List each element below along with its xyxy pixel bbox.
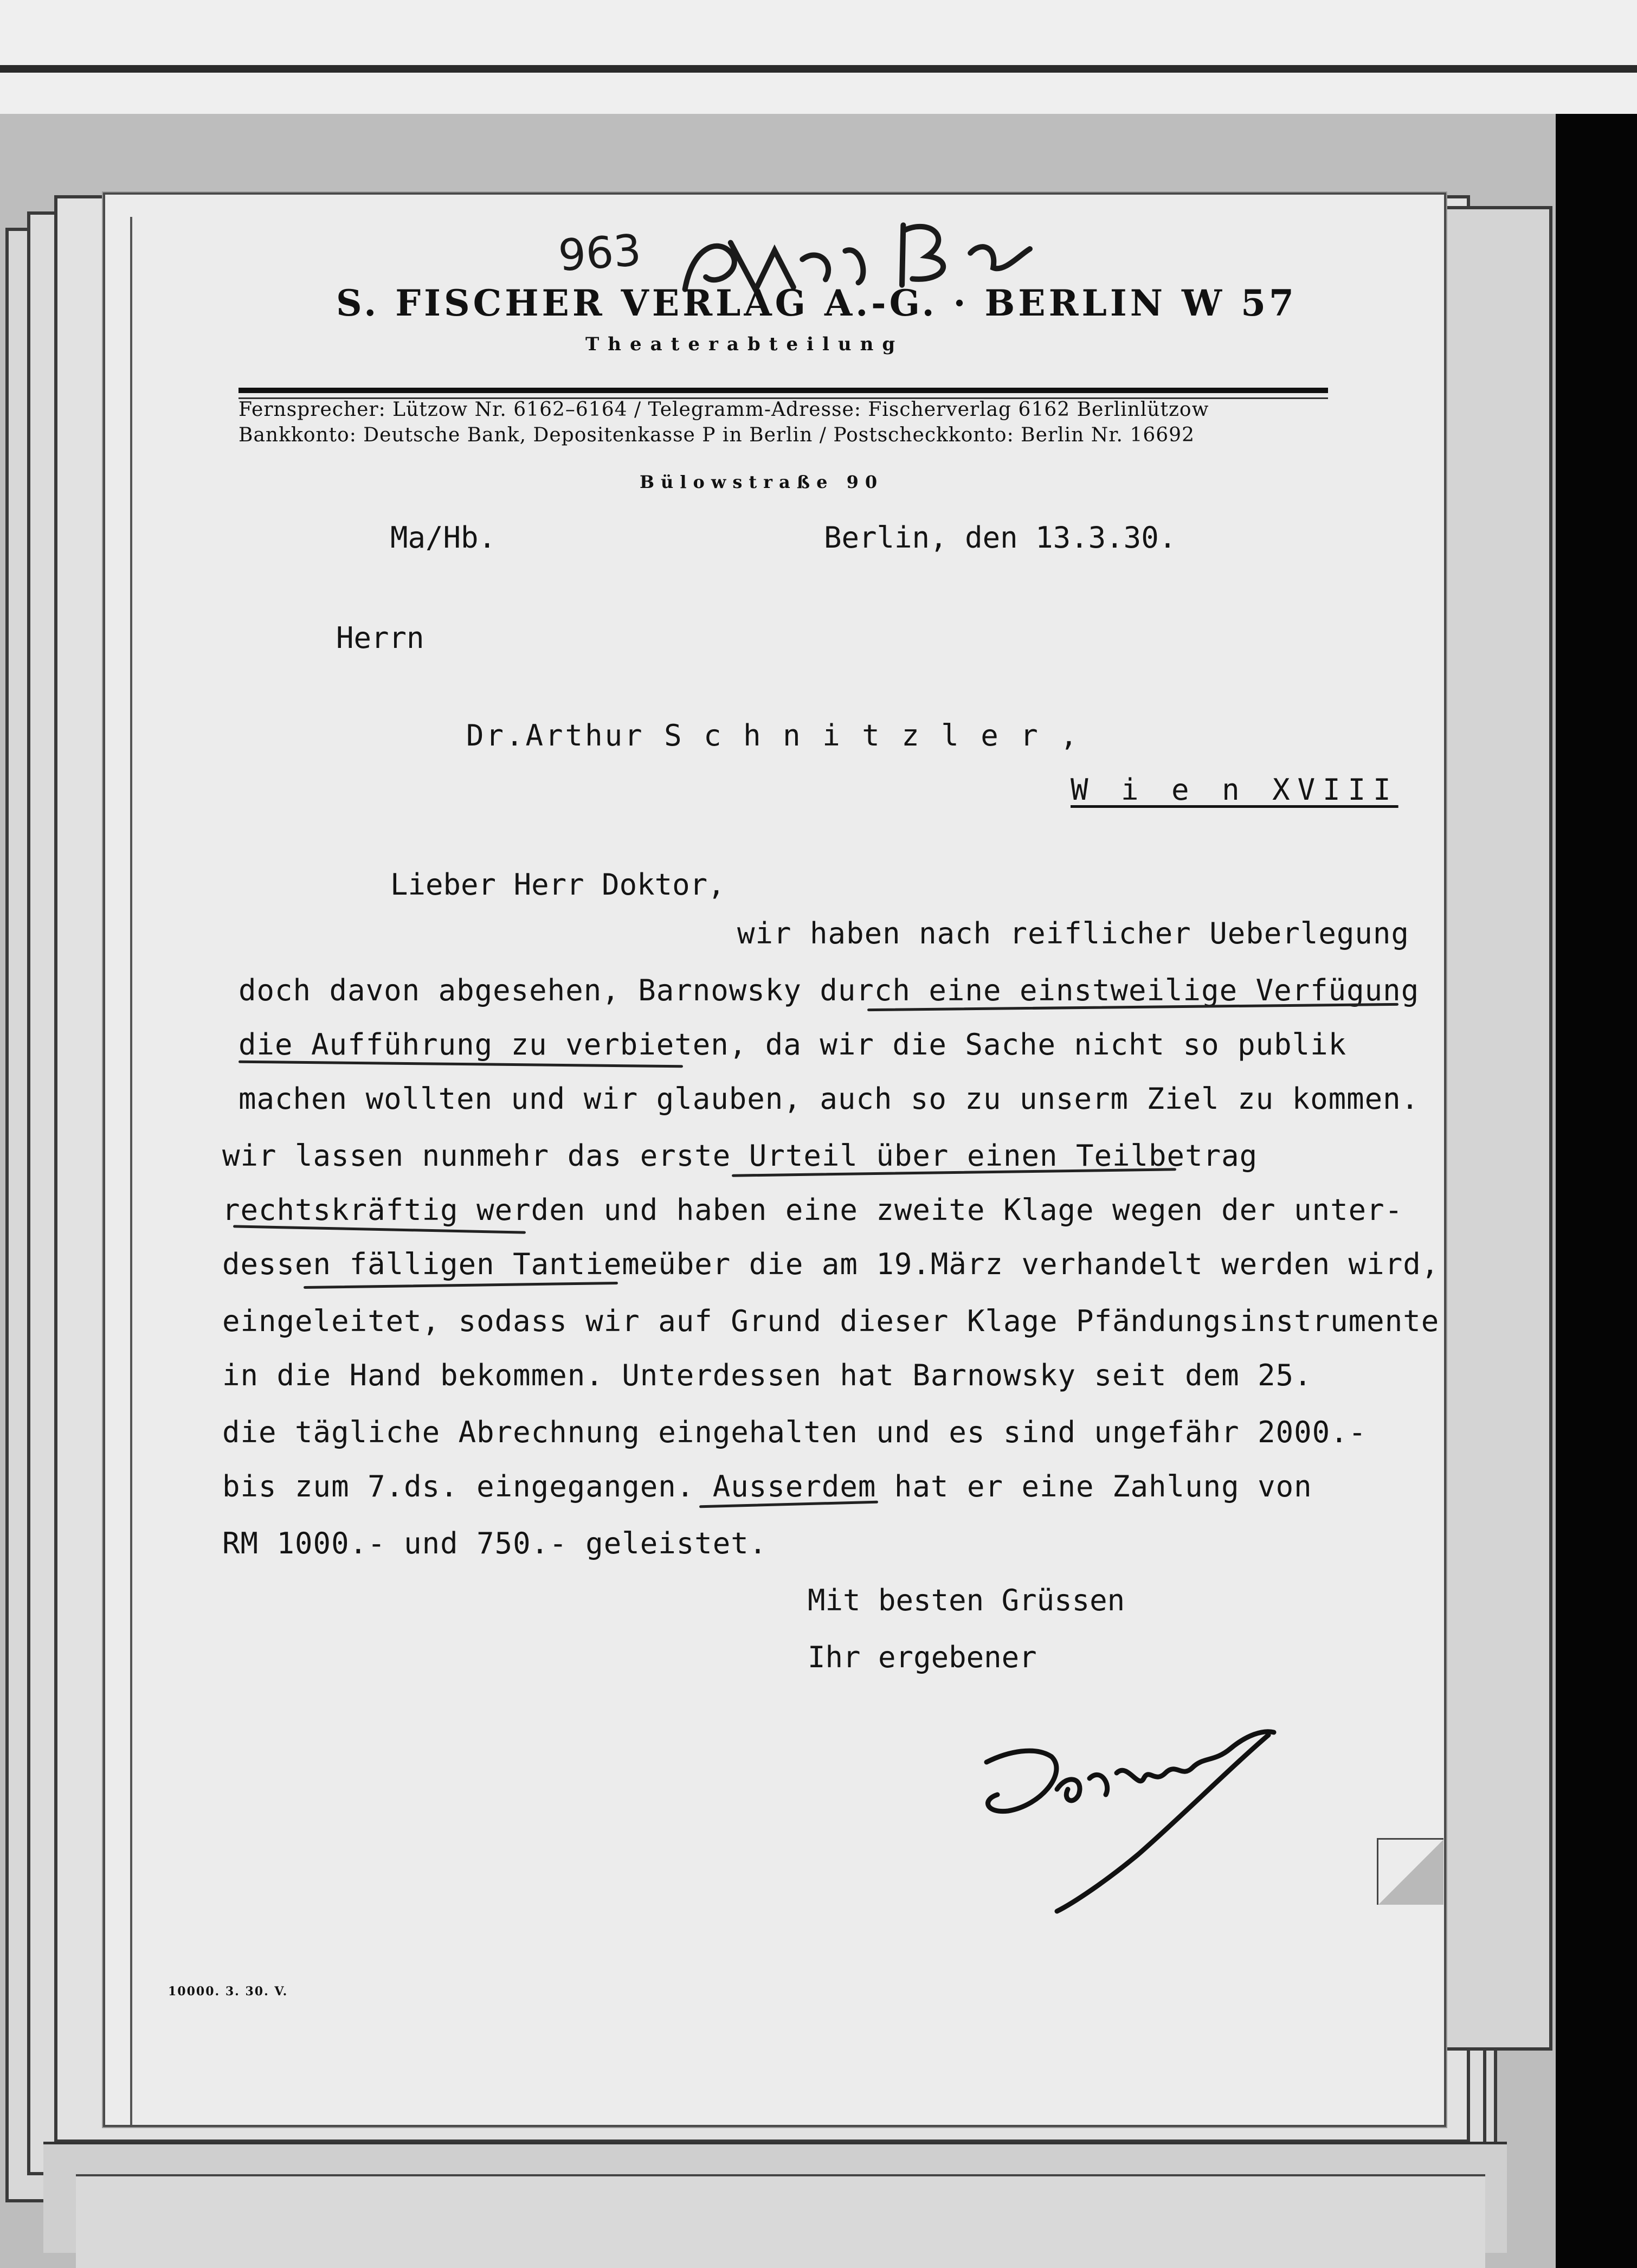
scanner-bed-edge — [1556, 114, 1637, 2268]
film-frame-edge — [0, 65, 1637, 73]
body-line: eingeleitet, sodass wir auf Grund dieser Klage Pfändungsinstrumente — [222, 1304, 1440, 1338]
recipient-name: Dr.Arthur S c h n i t z l e r , — [466, 718, 1080, 753]
contact-line: Bankkonto: Deutsche Bank, Depositenkasse P in Berlin / Postscheckkonto: Berlin Nr. 16692 — [239, 424, 1195, 446]
body-line: wir lassen nunmehr das erste Urteil über einen Teilbetrag — [222, 1139, 1258, 1173]
body-line: machen wollten und wir glauben, auch so zu unserm Ziel zu kommen. — [239, 1082, 1420, 1116]
body-line: RM 1000.- und 750.- geleistet. — [222, 1526, 768, 1560]
letterhead-rule — [239, 388, 1328, 393]
film-top-strip — [0, 0, 1637, 114]
recipient-city: W i e n XVIII — [1071, 773, 1398, 807]
reference-code: Ma/Hb. — [390, 521, 497, 555]
closing-line: Ihr ergebener — [808, 1640, 1037, 1674]
body-line: die Aufführung zu verbieten, da wir die Sache nicht so publik — [239, 1027, 1347, 1062]
street-address: Bülowstraße 90 — [640, 472, 884, 492]
dateline: Berlin, den 13.3.30. — [824, 521, 1177, 555]
body-line: die tägliche Abrechnung eingehalten und es sind ungefähr 2000.- — [222, 1415, 1367, 1449]
company-name: S. FISCHER VERLAG A.-G. · BERLIN W 57 — [336, 282, 1297, 324]
archive-number: 963 — [556, 224, 643, 281]
bottom-sheets — [76, 2174, 1485, 2268]
greeting: Lieber Herr Doktor, — [390, 868, 725, 902]
handwritten-signature — [976, 1697, 1279, 1914]
closing-line: Mit besten Grüssen — [808, 1583, 1125, 1617]
body-line: rechtskräftig werden und haben eine zweite Klage wegen der unter- — [222, 1193, 1403, 1227]
body-line: doch davon abgesehen, Barnowsky durch eine einstweilige Verfügung — [239, 973, 1420, 1007]
body-line: wir haben nach reiflicher Ueberlegung — [737, 916, 1409, 950]
contact-line: Fernsprecher: Lützow Nr. 6162–6164 / Telegramm-Adresse: Fischerverlag 6162 Berlinlützow — [239, 399, 1209, 421]
body-line: dessen fälligen Tantiemeüber die am 19.März verhandelt werden wird, — [222, 1247, 1440, 1281]
page-corner-fold — [1377, 1838, 1443, 1905]
body-line: in die Hand bekommen. Unterdessen hat Barnowsky seit dem 25. — [222, 1358, 1312, 1392]
body-line: bis zum 7.ds. eingegangen. Ausserdem hat er eine Zahlung von — [222, 1469, 1312, 1504]
department-name: Theaterabteilung — [585, 333, 904, 355]
salutation-title: Herrn — [336, 621, 424, 655]
form-code: 10000. 3. 30. V. — [168, 1984, 288, 1999]
